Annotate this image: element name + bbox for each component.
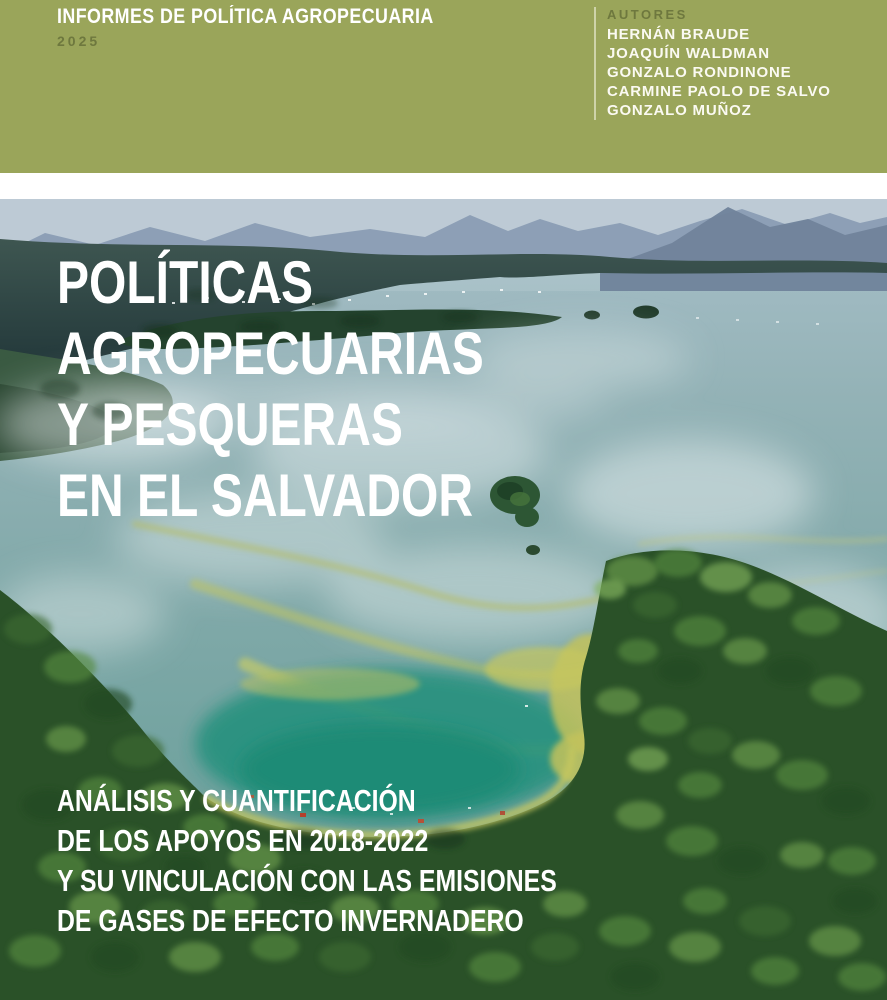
cover-title: [57, 247, 484, 531]
authors-label: AUTORES: [607, 7, 688, 22]
cover-subtitle-line: Y SU VINCULACIÓN CON LAS EMISIONES: [57, 863, 557, 898]
cover-subtitle-line: ANÁLISIS Y CUANTIFICACIÓN: [57, 783, 416, 818]
authors-block: [594, 7, 831, 120]
cover-title-line: AGROPECUARIAS: [57, 320, 484, 387]
author-name: CARMINE PAOLO DE SALVO: [607, 83, 831, 100]
cover-subtitle: [57, 781, 557, 941]
cover-title-line: Y PESQUERAS: [57, 391, 403, 458]
authors-list: [607, 25, 831, 120]
cover-title-line: EN EL SALVADOR: [57, 462, 474, 529]
author-name: GONZALO MUÑOZ: [607, 102, 752, 119]
author-name: HERNÁN BRAUDE: [607, 26, 750, 43]
white-divider-strip: [0, 173, 887, 199]
cover-subtitle-line: DE GASES DE EFECTO INVERNADERO: [57, 903, 524, 938]
author-name: GONZALO RONDINONE: [607, 64, 792, 81]
cover-title-line: POLÍTICAS: [57, 249, 314, 316]
cover-subtitle-line: DE LOS APOYOS EN 2018-2022: [57, 823, 429, 858]
header-band: [0, 0, 887, 173]
series-title: INFORMES DE POLÍTICA AGROPECUARIA: [57, 5, 434, 28]
author-name: JOAQUÍN WALDMAN: [607, 45, 770, 62]
series-year: 2025: [57, 33, 101, 49]
